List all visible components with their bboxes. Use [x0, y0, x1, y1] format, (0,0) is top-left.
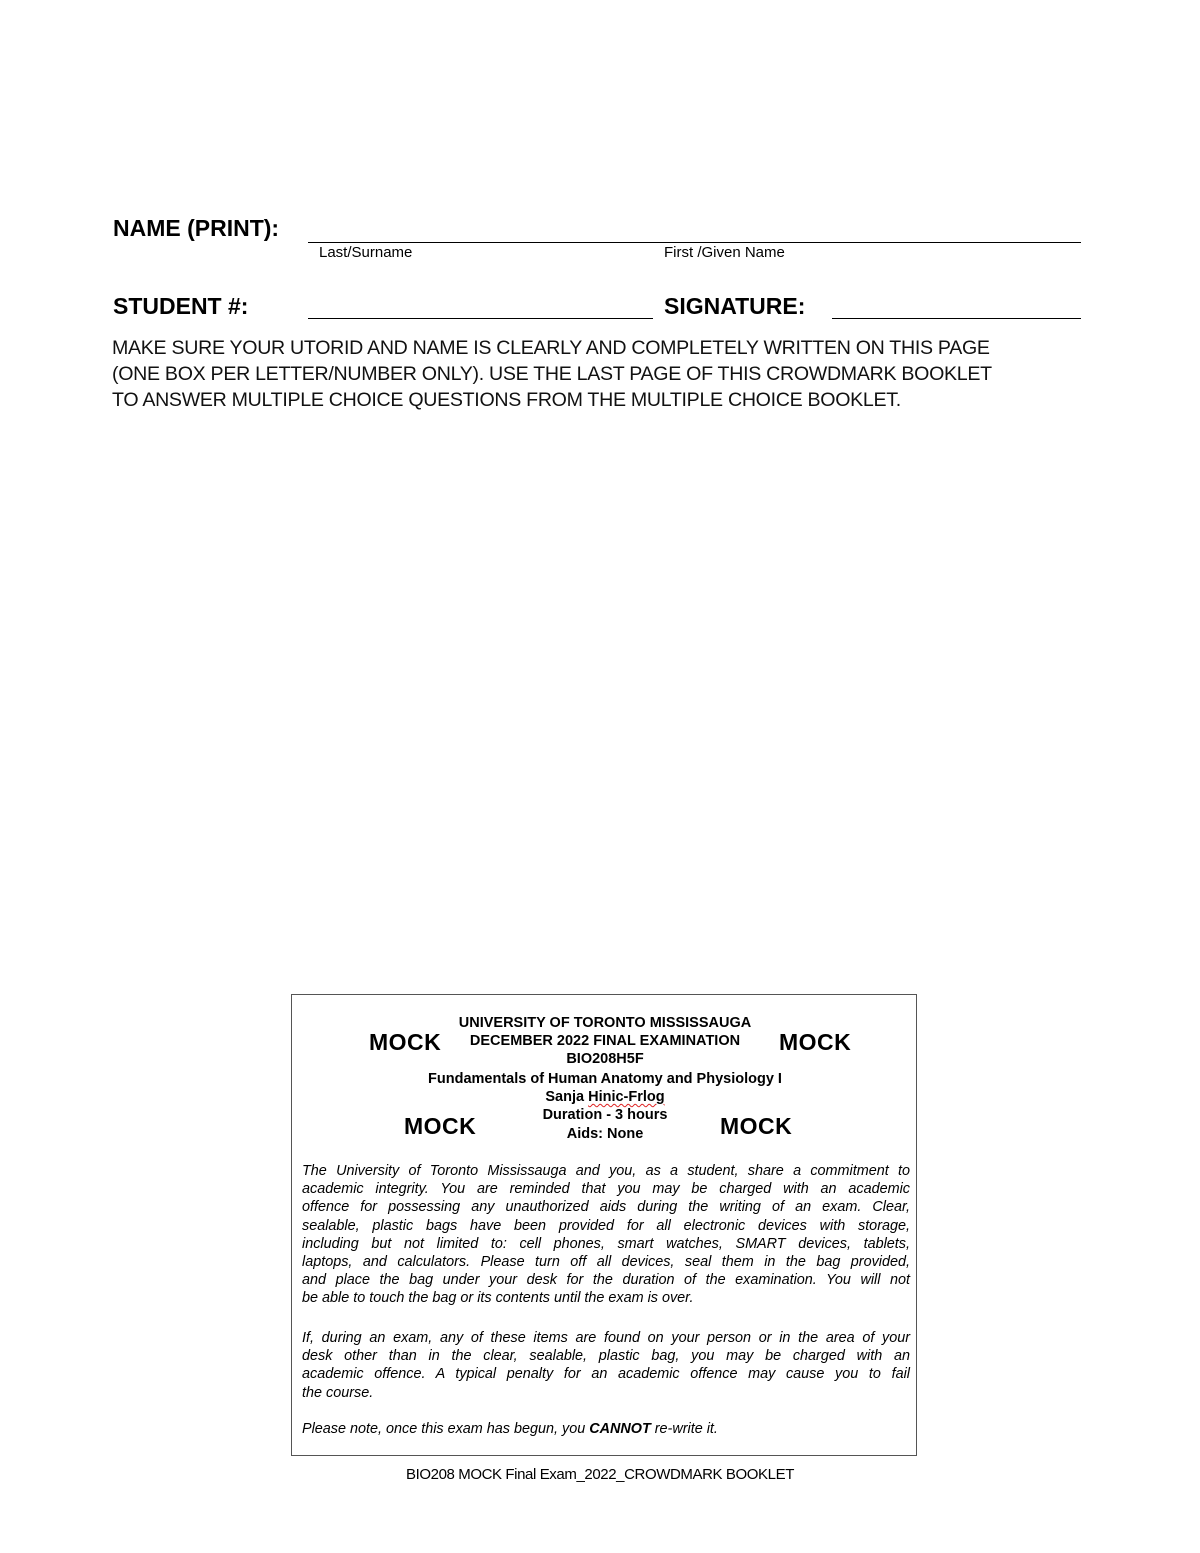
exam-info-box [291, 994, 917, 1456]
student-number-input-line[interactable] [308, 318, 653, 319]
instructor-last-name: Hinic-Frlog [588, 1089, 665, 1105]
given-name-label: First /Given Name [664, 244, 785, 261]
exam-aids: Aids: None [566, 1126, 644, 1142]
paragraph-line: the course. [302, 1384, 374, 1401]
student-number-label: STUDENT #: [113, 293, 249, 319]
surname-label: Last/Surname [319, 244, 413, 261]
note-text: Please note, once this exam has begun, you [302, 1421, 590, 1437]
course-name: Fundamentals of Human Anatomy and Physiology I [428, 1071, 782, 1087]
instructor-first-name: Sanja [545, 1089, 585, 1105]
paragraph-line: desk other than in the clear, sealable, plastic bag, you may be charged with an [302, 1348, 910, 1365]
instructions [112, 335, 992, 413]
course-code: BIO208H5F [566, 1051, 644, 1067]
paragraph-line: If, during an exam, any of these items are found on your person or in the area of your [302, 1330, 910, 1346]
paragraph-line: academic integrity. You are reminded that you may be charged with an academic [302, 1181, 910, 1198]
mock-watermark: MOCK [404, 1113, 477, 1139]
paragraph-line: be able to touch the bag or its contents until the exam is over. [302, 1290, 694, 1307]
academic-integrity-paragraph [302, 1162, 910, 1308]
signature-input-line[interactable] [832, 318, 1081, 319]
instruction-line: TO ANSWER MULTIPLE CHOICE QUESTIONS FROM THE MULTIPLE CHOICE BOOKLET. [112, 389, 901, 411]
instructor-name [292, 1089, 918, 1105]
note-text-end: re-write it. [650, 1421, 718, 1437]
mock-watermark: MOCK [720, 1113, 793, 1139]
exam-duration: Duration - 3 hours [542, 1107, 668, 1123]
instruction-line: (ONE BOX PER LETTER/NUMBER ONLY). USE THE LAST PAGE OF THIS CROWDMARK BOOKLET [112, 363, 992, 385]
paragraph-line: sealable, plastic bags have been provided for all electronic devices with storage, [302, 1217, 910, 1234]
paragraph-line: including but not limited to: cell phones, smart watches, SMART devices, tablets, [302, 1235, 910, 1252]
rewrite-note [302, 1420, 910, 1438]
mock-watermark: MOCK [369, 1029, 442, 1055]
signature-label: SIGNATURE: [664, 293, 806, 319]
mock-watermark: MOCK [779, 1029, 852, 1055]
paragraph-line: academic offence. A typical penalty for an academic offence may cause you to fail [302, 1366, 910, 1383]
name-label: NAME (PRINT): [113, 215, 280, 241]
paragraph-line: laptops, and calculators. Please turn off all devices, seal them in the bag provided, [302, 1254, 910, 1271]
note-emphasis: CANNOT [589, 1421, 651, 1437]
exam-title: DECEMBER 2022 FINAL EXAMINATION [469, 1033, 741, 1049]
instruction-line: MAKE SURE YOUR UTORID AND NAME IS CLEARLY AND COMPLETELY WRITTEN ON THIS PAGE [112, 337, 990, 359]
university-name: UNIVERSITY OF TORONTO MISSISSAUGA [458, 1015, 752, 1031]
penalty-paragraph [302, 1329, 910, 1402]
paragraph-line: offence for possessing any unauthorized aids during the writing of an exam. Clear, [302, 1199, 910, 1216]
name-input-line[interactable] [308, 242, 1081, 243]
page-footer: BIO208 MOCK Final Exam_2022_CROWDMARK BOOKLET [406, 1466, 794, 1483]
paragraph-line: The University of Toronto Mississauga and you, as a student, share a commitment to [302, 1163, 910, 1179]
paragraph-line: and place the bag under your desk for the duration of the examination. You will not [302, 1272, 910, 1289]
